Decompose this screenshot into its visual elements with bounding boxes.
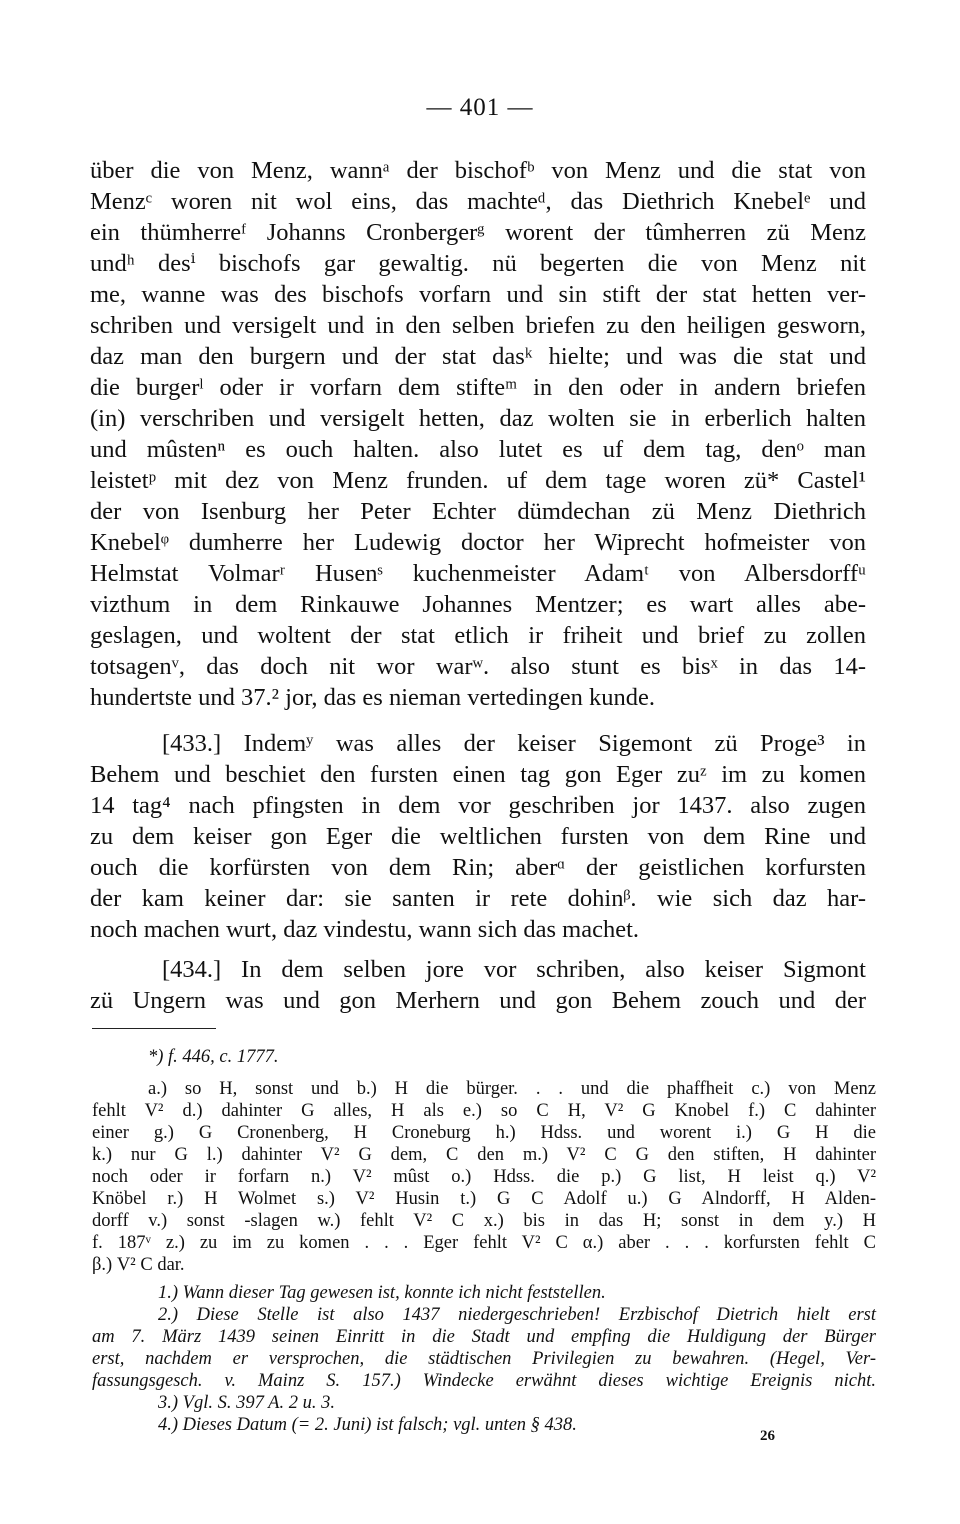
endnote-line: 3.) Vgl. S. 397 A. 2 u. 3. [158,1393,335,1413]
text-line: über die von Menz, wannᵃ der bischofᵇ von Menz und die stat von [90,157,866,184]
footnote-line: *) f. 446, c. 1777. [148,1047,279,1067]
footnote-line: Knöbel r.) H Wolmet s.) V² Husin t.) G C Adolf u.) G Alndorff, H Alden- [92,1189,876,1209]
text-line: (in) verschriben und versigelt hetten, daz wolten sie in erberlich halten [90,405,866,432]
footnote-line: einer g.) G Cronenberg, H Croneburg h.) Hdss. und worent i.) G H die [92,1123,876,1143]
footnote-line: f. 187ᵛ z.) zu im zu komen . . . Eger fehlt V² C α.) aber . . . korfursten fehlt C [92,1233,876,1253]
text-line: hundertste und 37.² jor, das es nieman vertedingen kunde. [90,684,655,711]
text-line: totsagenᵛ, das doch nit wor warʷ. also stunt es bisˣ in das 14- [90,653,866,680]
footnote-line: fehlt V² d.) dahinter G alles, H als e.) so C H, V² G Knobel f.) C dahinter [92,1101,876,1121]
text-line: der kam keiner dar: sie santen ir rete dohinᵝ. wie sich daz har- [90,885,866,912]
text-line: me, wanne was des bischofs vorfarn und sin stift der stat hetten ver- [90,281,866,308]
endnote-line: erst, nachdem er versprochen, die städtischen Privilegien zu bewahren. (Hegel, Ver- [92,1349,876,1369]
footnote-line: noch oder ir forfarn n.) V² mûst o.) Hdss. die p.) G list, H leist q.) V² [92,1167,876,1187]
text-line: die burgerˡ oder ir vorfarn dem stifteᵐ in den oder in andern briefen [90,374,866,401]
paragraph-434-start: [434.] In dem selben jore vor schriben, also keiser Sigmont [162,956,866,983]
signature-mark: 26 [760,1428,775,1444]
text-line: 14 tag⁴ nach pfingsten in dem vor geschriben jor 1437. also zugen [90,792,866,819]
text-line: Helmstat Volmarʳ Husenˢ kuchenmeister Adamᵗ von Albersdorffᵘ [90,560,866,587]
text-line: vizthum in dem Rinkauwe Johannes Mentzer; es wart alles abe- [90,591,866,618]
text-line: daz man den burgern und der stat dasᵏ hielte; und was die stat und [90,343,866,370]
page-number: — 401 — [426,94,534,121]
text-line: ouch die korfürsten von dem Rin; aberᵅ der geistlichen korfursten [90,854,866,881]
endnote-line: am 7. März 1439 seinen Einritt in die Stadt und empfing die Huldigung der Bürger [92,1327,876,1347]
text-line: Menzᶜ woren nit wol eins, das machteᵈ, das Diethrich Knebelᵉ und [90,188,866,215]
text-line: undʰ desⁱ bischofs gar gewaltig. nü begerten die von Menz nit [90,250,866,277]
footnote-line: a.) so H, sonst und b.) H die bürger. . . und die phaffheit c.) von Menz [148,1079,876,1099]
footnote-line: k.) nur G l.) dahinter V² G dem, C den m.) V² C G den stiften, H dahinter [92,1145,876,1165]
footnote-line: β.) V² C dar. [92,1255,185,1275]
endnote-line: 2.) Diese Stelle ist also 1437 niedergeschrieben! Erzbischof Dietrich hielt erst [158,1305,876,1325]
footnote-line: dorff v.) sonst -slagen w.) fehlt V² C x.) bis in das H; sonst in dem y.) H [92,1211,876,1231]
text-line: leistetᵖ mit dez von Menz frunden. uf dem tage woren zü* Castel¹ [90,467,866,494]
endnote-line: fassungsgesch. v. Mainz S. 157.) Windecke erwähnt dieses wichtige Ereignis nicht. [92,1371,876,1391]
paragraph-433-start: [433.] Indemʸ was alles der keiser Sigemont zü Proge³ in [162,730,866,757]
text-line: und mûstenⁿ es ouch halten. also lutet es uf dem tag, denᵒ man [90,436,866,463]
text-line: zü Ungern was und gon Merhern und gon Behem zouch und der [90,987,866,1014]
endnote-line: 4.) Dieses Datum (= 2. Juni) ist falsch; vgl. unten § 438. [158,1415,577,1435]
text-line: Behem und beschiet den fursten einen tag gon Eger zuᶻ im zu komen [90,761,866,788]
footnote-divider [92,1028,216,1029]
endnote-line: 1.) Wann dieser Tag gewesen ist, konnte ich nicht feststellen. [158,1283,606,1303]
text-line: zu dem keiser gon Eger die weltlichen fursten von dem Rine und [90,823,866,850]
text-line: schriben und versigelt und in den selben briefen zu den heiligen gesworn, [90,312,866,339]
text-line: noch machen wurt, daz vindestu, wann sich das machet. [90,916,640,943]
text-line: der von Isenburg her Peter Echter dümdechan zü Menz Diethrich [90,498,866,525]
text-line: ein thümherreᶠ Johanns Cronbergerᵍ worent der tûmherren zü Menz [90,219,866,246]
text-line: Knebelᵠ dumherre her Ludewig doctor her Wiprecht hofmeister von [90,529,866,556]
text-line: geslagen, und woltent der stat etlich ir friheit und brief zu zollen [90,622,866,649]
